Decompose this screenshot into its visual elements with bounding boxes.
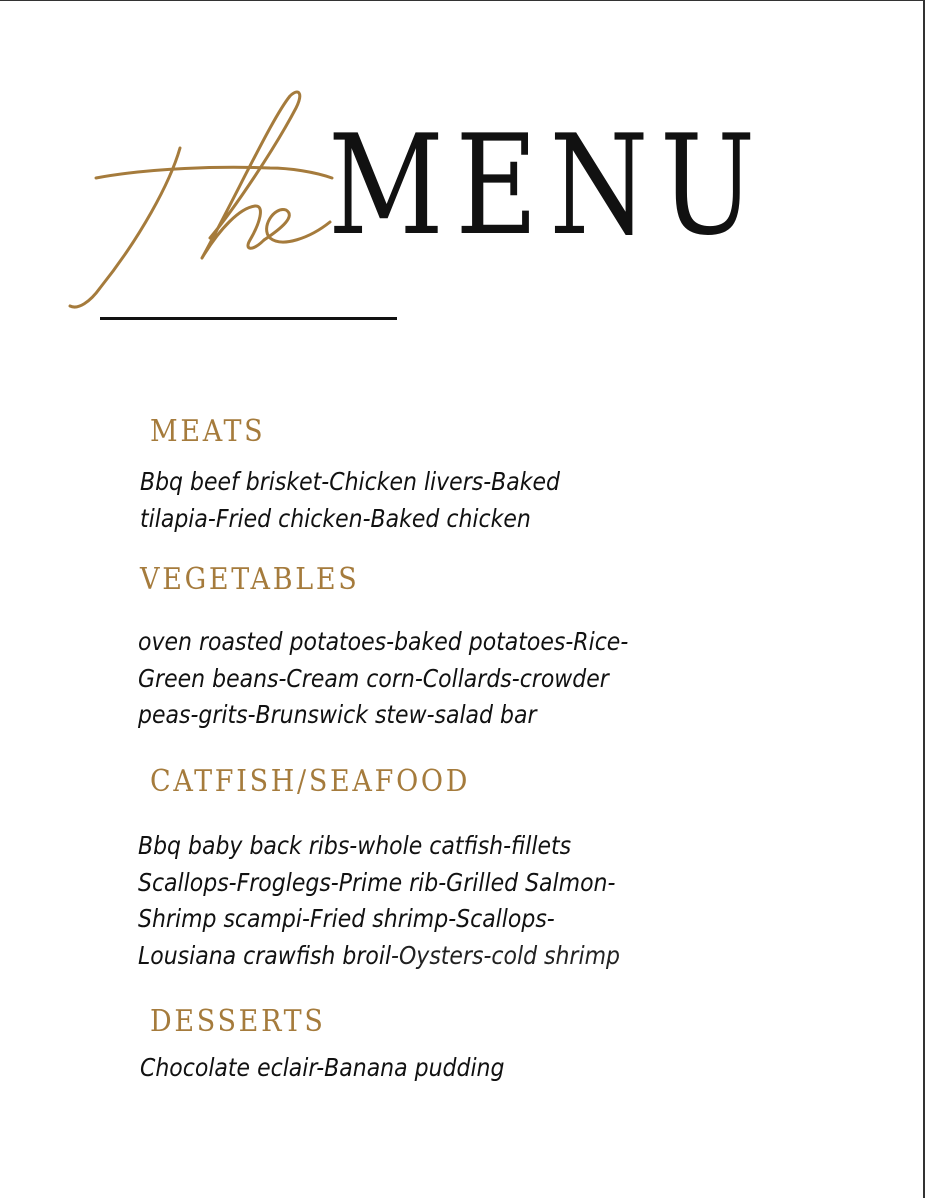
title-underline [100,317,397,320]
menu-line: Bbq beef brisket-Chicken livers-Baked [140,467,560,496]
menu-line: Green beans-Cream corn-Collards-crowder [138,663,609,693]
section-items-meats [140,464,560,537]
menu-title: MENU [328,105,767,266]
section-items-desserts [140,1050,504,1087]
the-script-logo [60,88,360,318]
section-heading-vegetables: VEGETABLES [140,562,360,597]
section-heading-meats: MEATS [150,414,266,449]
menu-line [138,938,620,975]
menu-line: Bbq baby back ribs-whole catfish-fillets [138,831,572,860]
menu-line-light: -Oysters-cold shrimp [391,940,620,970]
section-items-seafood [138,828,620,974]
menu-line-main: Lousiana crawfish broil [138,940,392,970]
section-items-vegetables [138,624,628,734]
menu-line: Scallops-Froglegs-Prime rib-Grilled Salmon- [138,867,616,897]
menu-line: tilapia-Fried chicken-Baked chicken [140,503,531,533]
section-heading-seafood: CATFISH/SEAFOOD [150,764,471,799]
menu-line: oven roasted potatoes-baked potatoes-Rice- [138,627,629,656]
menu-line: peas-grits-Brunswick stew-salad bar [138,700,537,729]
section-heading-desserts: DESSERTS [150,1004,326,1039]
menu-line: Chocolate eclair-Banana pudding [140,1053,505,1082]
menu-line: Shrimp scampi-Fried shrimp-Scallops- [138,904,555,933]
